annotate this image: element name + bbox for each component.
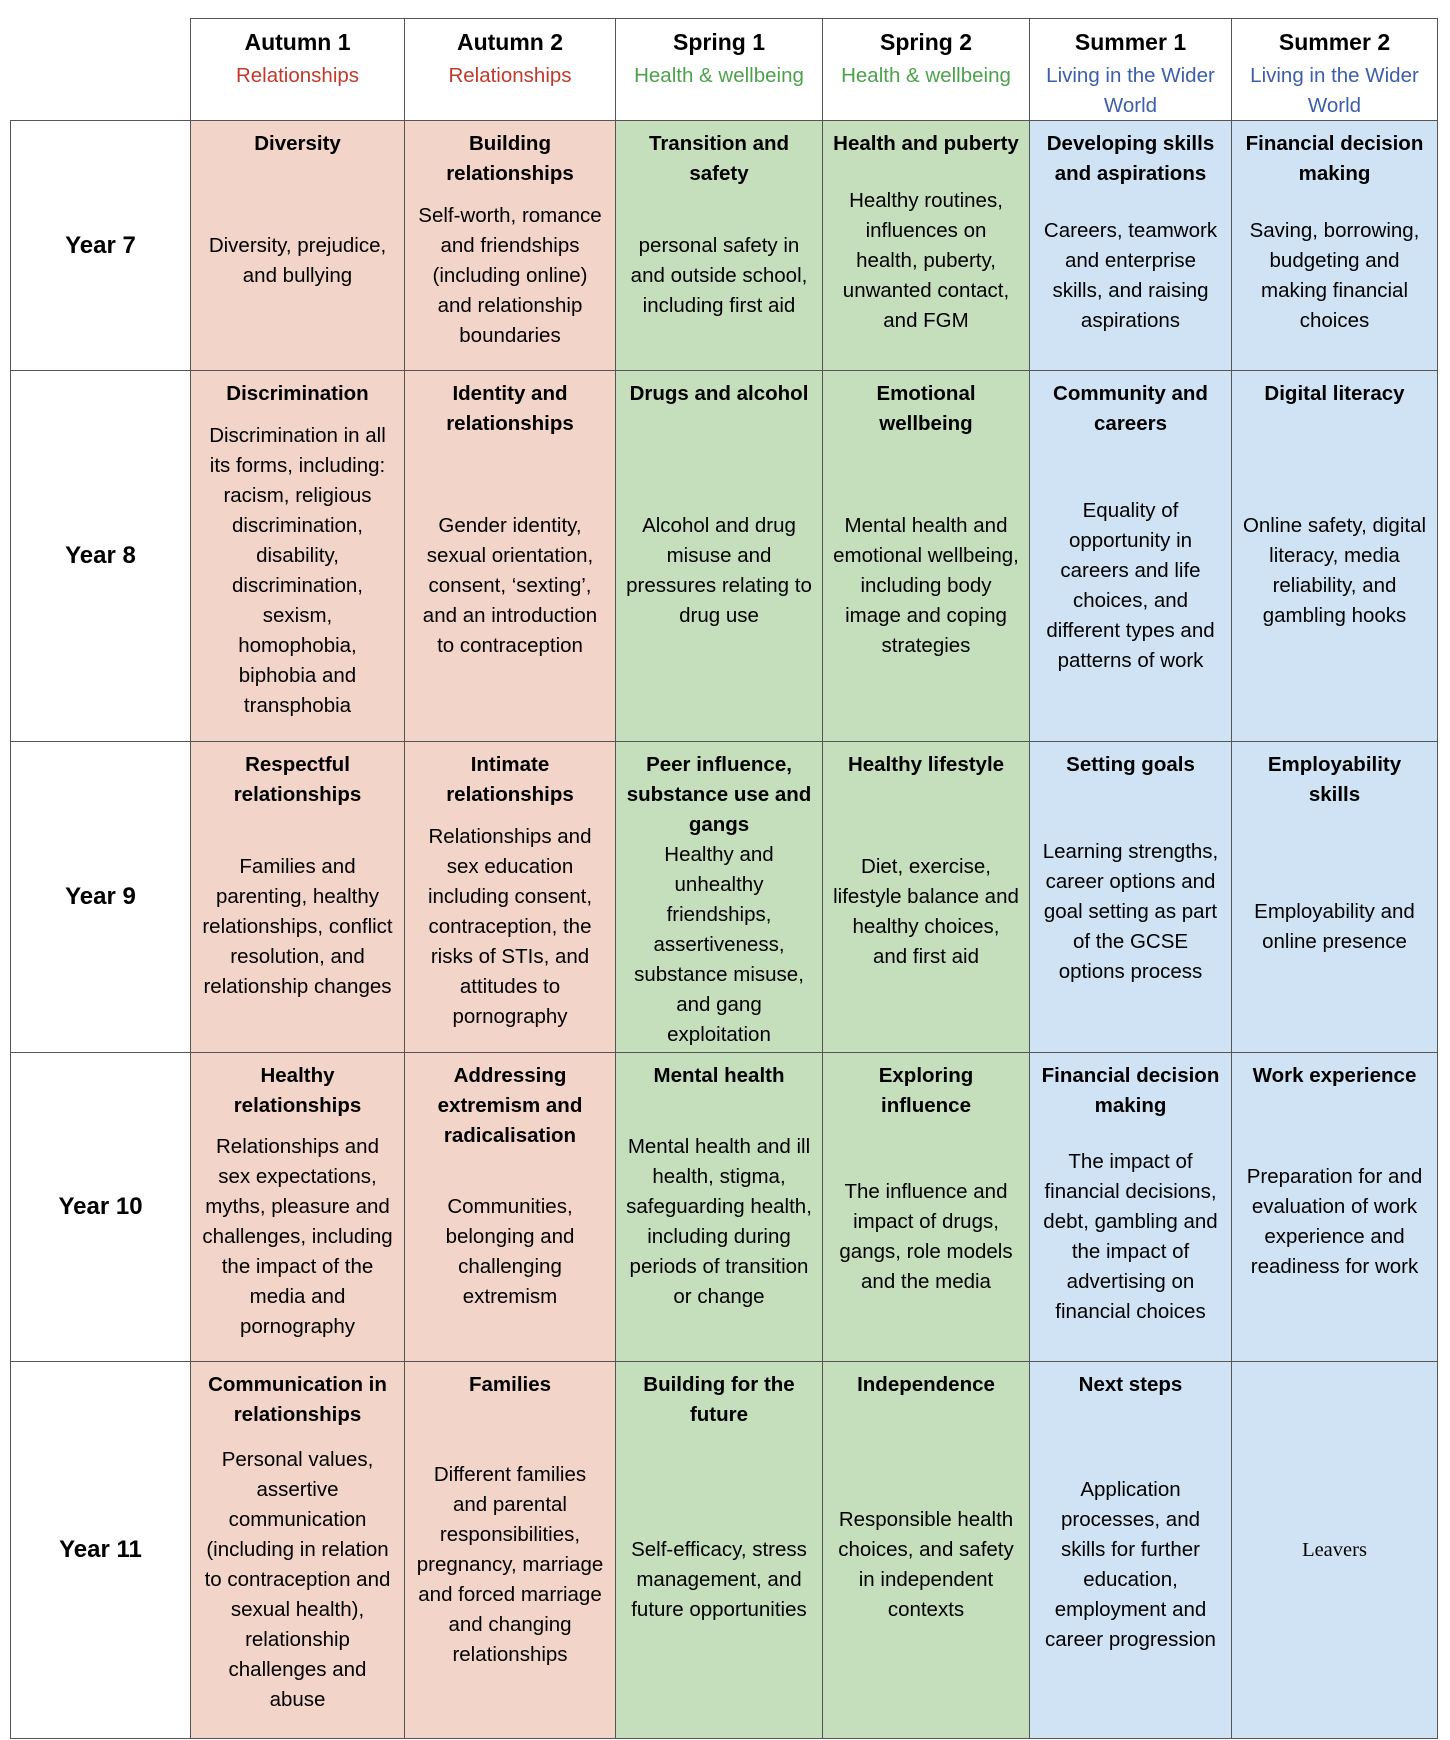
- term-name: Spring 2: [879, 29, 972, 55]
- topic-description: Communities, belonging and challenging extremism: [445, 1195, 575, 1308]
- term-name: Summer 2: [1278, 29, 1391, 55]
- topic-description: Equality of opportunity in careers and life choices, and different types and patterns of work: [1046, 499, 1215, 672]
- topic-title: Employability skills: [1267, 753, 1402, 806]
- topic-description: Families and parenting, healthy relationships, conflict resolution, and relationship changes: [202, 855, 393, 998]
- topic-cell: [822, 741, 1030, 1053]
- topic-description: The influence and impact of drugs, gangs, role models and the media: [839, 1180, 1013, 1293]
- topic-cell: [1029, 370, 1232, 742]
- term-name: Autumn 1: [244, 29, 351, 55]
- topic-title: Healthy relationships: [233, 1064, 362, 1117]
- topic-cell: [1231, 741, 1438, 1053]
- topic-description: Diet, exercise, lifestyle balance and healthy choices, and first aid: [833, 855, 1019, 968]
- topic-description: Relationships and sex expectations, myths, pleasure and challenges, including the impact of the media and pornography: [202, 1135, 393, 1338]
- topic-description: Application processes, and skills for further education, employment and career progression: [1045, 1478, 1216, 1651]
- topic-cell: [404, 1361, 616, 1739]
- topic-description: The impact of financial decisions, debt, gambling and the impact of advertising on financial choices: [1043, 1150, 1218, 1323]
- topic-cell: [1231, 370, 1438, 742]
- topic-title: Building relationships: [446, 132, 574, 185]
- topic-description: Self-efficacy, stress management, and future opportunities: [631, 1538, 807, 1621]
- topic-description: Healthy routines, influences on health, puberty, unwanted contact, and FGM: [842, 188, 1010, 332]
- topic-title: Discrimination: [226, 382, 369, 405]
- topic-description: Relationships and sex education including consent, contraception, the risks of STIs, and attitudes to pornography: [427, 825, 593, 1028]
- topic-cell: [822, 1052, 1030, 1362]
- topic-title: Addressing extremism and radicalisation: [437, 1064, 583, 1147]
- topic-title: Healthy lifestyle: [847, 753, 1005, 776]
- topic-cell: [1029, 1361, 1232, 1739]
- term-name: Summer 1: [1074, 29, 1187, 55]
- topic-title: Exploring influence: [878, 1064, 974, 1117]
- topic-cell: [1231, 1361, 1438, 1739]
- topic-title: Emotional wellbeing: [876, 382, 976, 435]
- topic-description: Gender identity, sexual orientation, consent, ‘sexting’, and an introduction to contraception: [422, 514, 598, 657]
- topic-description: Mental health and emotional wellbeing, including body image and coping strategies: [833, 514, 1019, 657]
- topic-cell: [190, 370, 405, 742]
- term-name: Spring 1: [672, 29, 765, 55]
- topic-title: Digital literacy: [1264, 382, 1405, 405]
- topic-description: Employability and online presence: [1254, 900, 1415, 953]
- theme-name: Health & wellbeing: [841, 64, 1011, 87]
- topic-cell: [822, 120, 1030, 371]
- topic-title: Identity and relationships: [446, 382, 574, 435]
- topic-cell: [1029, 1052, 1232, 1362]
- topic-title: Next steps: [1078, 1373, 1183, 1396]
- topic-cell: [404, 1052, 616, 1362]
- topic-title: Independence: [857, 1373, 995, 1396]
- theme-name: Relationships: [448, 64, 572, 87]
- column-header-3: [615, 18, 823, 121]
- topic-title: Building for the future: [643, 1373, 795, 1426]
- topic-title: Developing skills and aspirations: [1046, 132, 1215, 185]
- topic-cell: [404, 120, 616, 371]
- topic-title: Drugs and alcohol: [629, 382, 809, 405]
- topic-title: Respectful relationships: [233, 753, 362, 806]
- topic-description: Different families and parental responsibilities, pregnancy, marriage and forced marriage and changing relationships: [416, 1463, 604, 1666]
- topic-description: Healthy and unhealthy friendships, assertiveness, substance misuse, and gang exploitation: [634, 843, 804, 1046]
- topic-cell: [1231, 120, 1438, 371]
- column-header-4: [822, 18, 1030, 121]
- year-label-7: Year 7: [10, 120, 191, 371]
- theme-name: Health & wellbeing: [634, 64, 804, 87]
- topic-cell: [190, 1052, 405, 1362]
- column-header-6: [1231, 18, 1438, 121]
- theme-name: Living in the Wider World: [1046, 64, 1215, 117]
- topic-description: Self-worth, romance and friendships (including online) and relationship boundaries: [418, 203, 602, 347]
- topic-description: Saving, borrowing, budgeting and making financial choices: [1249, 218, 1420, 332]
- topic-title: Community and careers: [1053, 382, 1208, 435]
- topic-description: Diversity, prejudice, and bullying: [208, 233, 387, 287]
- topic-cell: [190, 120, 405, 371]
- topic-description: Careers, teamwork and enterprise skills, and raising aspirations: [1043, 218, 1218, 332]
- topic-title: Transition and safety: [648, 132, 790, 185]
- topic-description: Alcohol and drug misuse and pressures relating to drug use: [626, 514, 812, 627]
- topic-title: Peer influence, substance use and gangs: [626, 753, 812, 836]
- column-header-5: [1029, 18, 1232, 121]
- topic-cell: [1029, 741, 1232, 1053]
- year-label-8: Year 8: [10, 370, 191, 742]
- topic-description: Discrimination in all its forms, including: racism, religious discrimination, disability, discrimination, sexism, homophobia, biphobia and transphobia: [209, 424, 386, 717]
- topic-title: Mental health: [653, 1064, 785, 1087]
- topic-description: Leavers: [1302, 1539, 1367, 1561]
- topic-description: Responsible health choices, and safety in independent contexts: [838, 1508, 1014, 1621]
- topic-cell: [615, 370, 823, 742]
- topic-cell: [404, 741, 616, 1053]
- year-label-11: Year 11: [10, 1361, 191, 1739]
- topic-cell: [615, 1052, 823, 1362]
- year-label-10: Year 10: [10, 1052, 191, 1362]
- term-name: Autumn 2: [456, 29, 564, 55]
- topic-description: Preparation for and evaluation of work experience and readiness for work: [1246, 1165, 1423, 1278]
- topic-cell: [615, 120, 823, 371]
- topic-cell: [615, 1361, 823, 1739]
- topic-title: Financial decision making: [1041, 1064, 1220, 1117]
- topic-title: Financial decision making: [1245, 132, 1424, 185]
- topic-title: Health and puberty: [833, 132, 1019, 155]
- theme-name: Living in the Wider World: [1250, 64, 1419, 117]
- topic-title: Work experience: [1252, 1064, 1417, 1087]
- topic-cell: [404, 370, 616, 742]
- topic-description: Mental health and ill health, stigma, safeguarding health, including during periods of transition or change: [626, 1135, 812, 1308]
- topic-description: Learning strengths, career options and goal setting as part of the GCSE options process: [1042, 840, 1219, 983]
- column-header-1: [190, 18, 405, 121]
- topic-title: Communication in relationships: [208, 1373, 387, 1426]
- topic-description: Personal values, assertive communication (including in relation to contraception and sexual health), relationship challenges and abuse: [204, 1448, 391, 1711]
- topic-cell: [822, 370, 1030, 742]
- column-header-2: [404, 18, 616, 121]
- topic-cell: [1231, 1052, 1438, 1362]
- topic-description: Online safety, digital literacy, media reliability, and gambling hooks: [1242, 514, 1427, 627]
- topic-title: Diversity: [254, 132, 341, 155]
- topic-cell: [822, 1361, 1030, 1739]
- topic-cell: [615, 741, 823, 1053]
- topic-title: Intimate relationships: [446, 753, 574, 806]
- topic-cell: [190, 1361, 405, 1739]
- topic-cell: [1029, 120, 1232, 371]
- year-label-9: Year 9: [10, 741, 191, 1053]
- topic-description: personal safety in and outside school, including first aid: [630, 233, 808, 317]
- topic-title: Families: [468, 1373, 552, 1396]
- topic-title: Setting goals: [1066, 753, 1195, 776]
- theme-name: Relationships: [235, 64, 360, 87]
- topic-cell: [190, 741, 405, 1053]
